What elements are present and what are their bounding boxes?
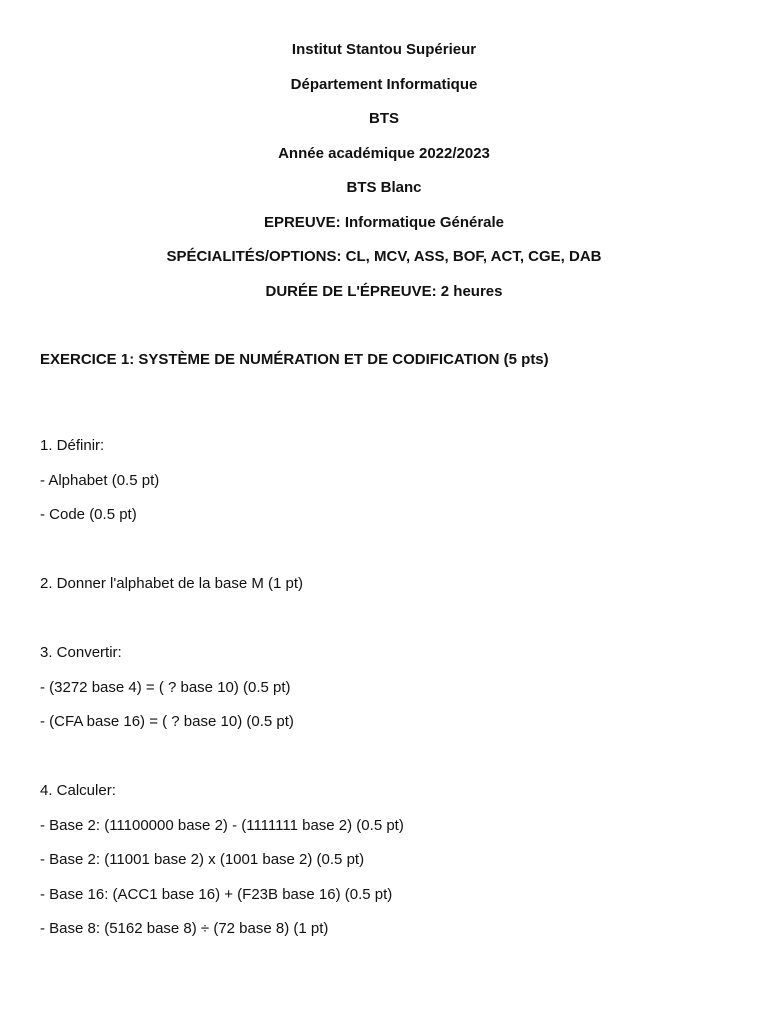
question-4-label: 4. Calculer: — [40, 782, 116, 799]
institution-name: Institut Stantou Supérieur — [291, 41, 477, 58]
academic-year: Année académique 2022/2023 — [278, 145, 490, 162]
question-3-item: - (CFA base 16) = ( ? base 10) (0.5 pt) — [40, 713, 294, 730]
exam-name: BTS Blanc — [346, 179, 422, 196]
duration-line: DURÉE DE L'ÉPREUVE: 2 heures — [265, 283, 503, 300]
question-4-item: - Base 2: (11100000 base 2) - (1111111 base 2) (0.5 pt) — [40, 817, 404, 834]
question-4-item: - Base 8: (5162 base 8) ÷ (72 base 8) (1 pt) — [40, 920, 329, 937]
question-1-item: - Alphabet (0.5 pt) — [40, 472, 160, 489]
question-4-item: - Base 2: (11001 base 2) x (1001 base 2) (0.5 pt) — [40, 851, 365, 868]
question-1-item: - Code (0.5 pt) — [40, 506, 137, 523]
question-4-item: - Base 16: (ACC1 base 16) + (F23B base 16) (0.5 pt) — [40, 886, 393, 903]
specialities-line: SPÉCIALITÉS/OPTIONS: CL, MCV, ASS, BOF, ACT, CGE, DAB — [166, 248, 602, 265]
exercise-1-title: EXERCICE 1: SYSTÈME DE NUMÉRATION ET DE CODIFICATION (5 pts) — [40, 351, 549, 368]
question-2-label: 2. Donner l'alphabet de la base M (1 pt) — [40, 575, 304, 592]
question-1-label: 1. Définir: — [40, 437, 105, 454]
subject-line: EPREUVE: Informatique Générale — [263, 214, 505, 231]
level-label: BTS — [369, 110, 399, 127]
question-3-item: - (3272 base 4) = ( ? base 10) (0.5 pt) — [40, 679, 291, 696]
department-name: Département Informatique — [290, 76, 478, 93]
question-3-label: 3. Convertir: — [40, 644, 122, 661]
